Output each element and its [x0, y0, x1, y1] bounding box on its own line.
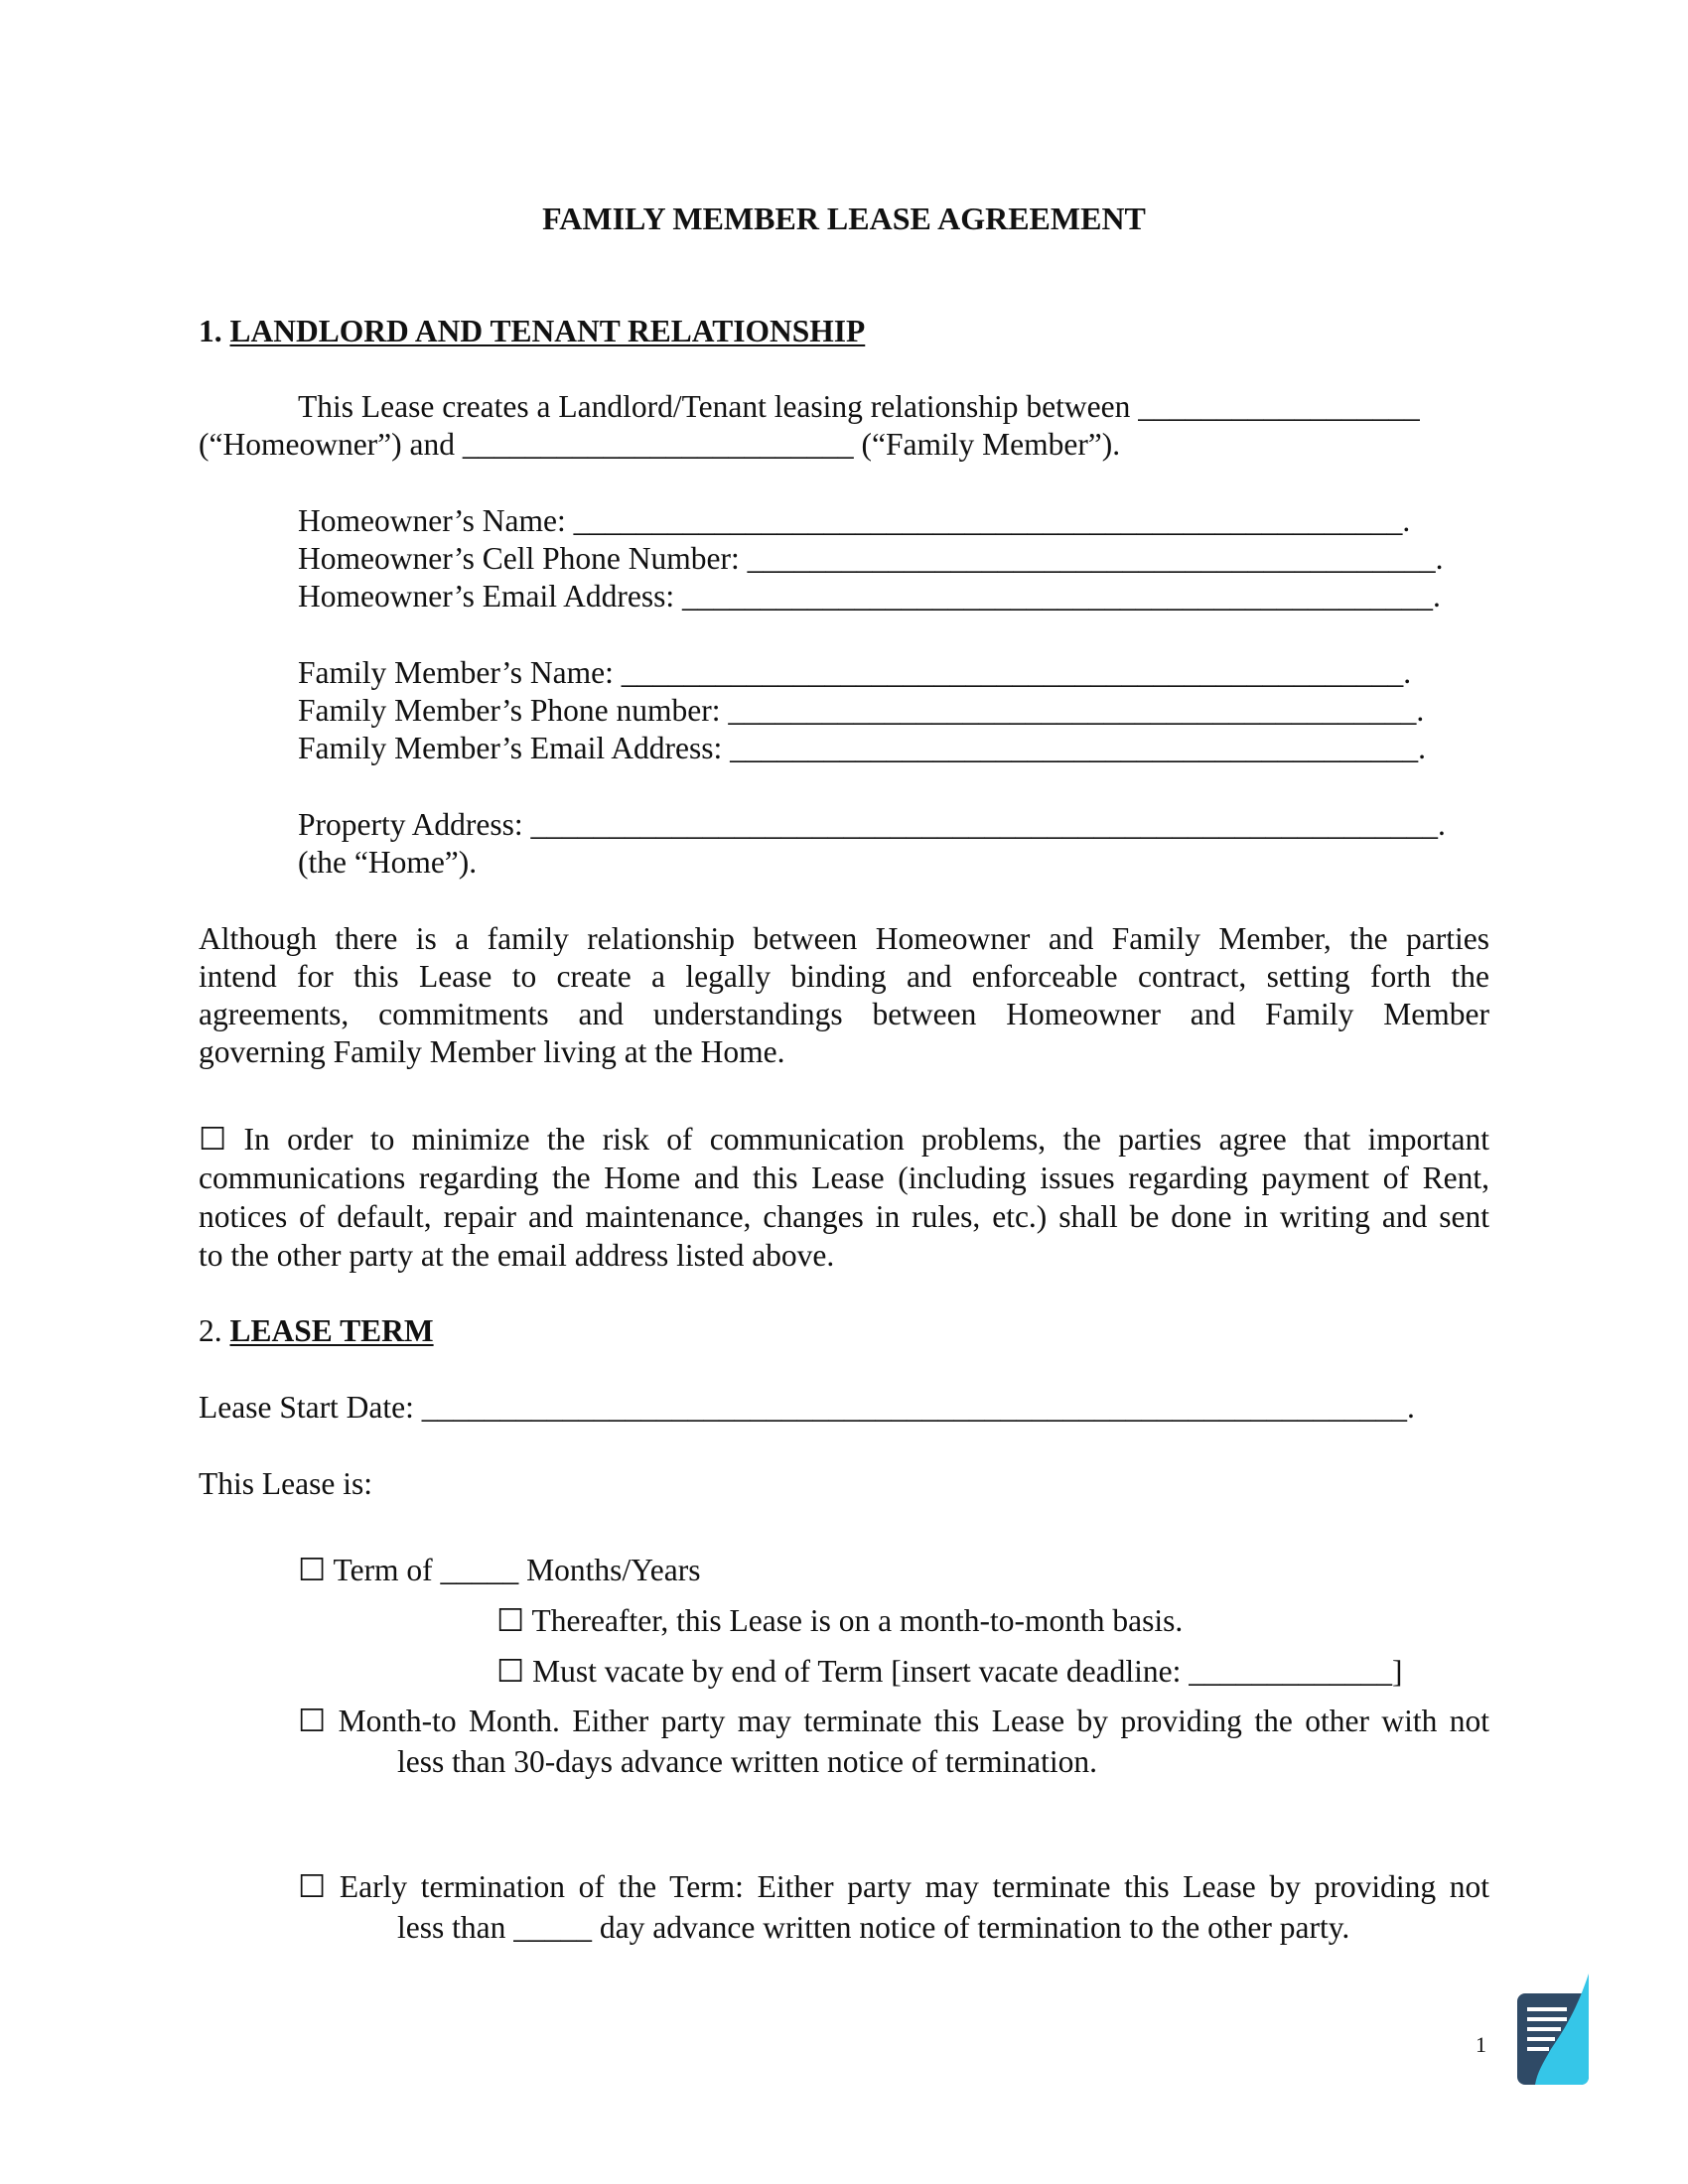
homeowner-phone-field[interactable]: Homeowner’s Cell Phone Number: ____________________________________________.	[298, 541, 1444, 576]
term-of-checkbox[interactable]: ☐ Term of _____ Months/Years	[298, 1553, 701, 1587]
the-home-label: (the “Home”).	[298, 845, 478, 880]
property-address-field[interactable]: Property Address: __________________________________________________________.	[298, 807, 1446, 842]
communication-paragraph-line: communications regarding the Home and this Lease (including issues regarding payment of Rent,	[199, 1160, 1489, 1195]
relationship-paragraph-line: agreements, commitments and understandings between Homeowner and Family Member	[199, 997, 1489, 1031]
month-to-month-line-2: less than 30-days advance written notice of termination.	[397, 1744, 1098, 1779]
section-1-heading	[199, 316, 865, 347]
page-number: 1	[1476, 2032, 1486, 2057]
family-member-name-field[interactable]: Family Member’s Name: __________________________________________________.	[298, 655, 1412, 690]
section-2-heading-text: LEASE TERM	[229, 1313, 434, 1348]
must-vacate-checkbox[interactable]: ☐ Must vacate by end of Term [insert vacate deadline: _____________]	[496, 1654, 1403, 1689]
early-termination-line-2: less than _____ day advance written notice of termination to the other party.	[397, 1910, 1350, 1945]
this-lease-is-label: This Lease is:	[199, 1466, 372, 1501]
month-to-month-checkbox[interactable]: ☐ Month-to Month. Either party may terminate this Lease by providing the other with not	[298, 1704, 1489, 1738]
communication-paragraph-line: notices of default, repair and maintenance, changes in rules, etc.) shall be done in writing and sent	[199, 1199, 1489, 1234]
thereafter-checkbox[interactable]: ☐ Thereafter, this Lease is on a month-to-month basis.	[496, 1603, 1184, 1638]
lease-start-date-field[interactable]: Lease Start Date: _______________________________________________________________.	[199, 1390, 1415, 1425]
communication-paragraph-line: to the other party at the email address listed above.	[199, 1238, 835, 1273]
intro-line-2: (“Homeowner”) and _________________________ (“Family Member”).	[199, 427, 1121, 462]
section-1-number: 1.	[199, 314, 230, 348]
early-termination-checkbox[interactable]: ☐ Early termination of the Term: Either party may terminate this Lease by providing not	[298, 1869, 1489, 1904]
relationship-paragraph-line: Although there is a family relationship between Homeowner and Family Member, the parties	[199, 921, 1489, 956]
relationship-paragraph-line: governing Family Member living at the Home.	[199, 1034, 785, 1069]
document-title: FAMILY MEMBER LEASE AGREEMENT	[542, 201, 1146, 236]
intro-line-1: This Lease creates a Landlord/Tenant leasing relationship between __________________	[298, 389, 1420, 424]
section-1-heading-text: LANDLORD AND TENANT RELATIONSHIP	[229, 314, 866, 348]
family-member-email-field[interactable]: Family Member’s Email Address: ____________________________________________.	[298, 731, 1426, 765]
homeowner-email-field[interactable]: Homeowner’s Email Address: ________________________________________________.	[298, 579, 1441, 614]
communication-checkbox-paragraph[interactable]: ☐ In order to minimize the risk of communication problems, the parties agree that important	[199, 1122, 1489, 1157]
homeowner-name-field[interactable]: Homeowner’s Name: _____________________________________________________.	[298, 503, 1411, 538]
relationship-paragraph-line: intend for this Lease to create a legally binding and enforceable contract, setting forth the	[199, 959, 1489, 994]
document-logo-icon	[1517, 1974, 1599, 2087]
section-2-number: 2.	[199, 1313, 230, 1348]
family-member-phone-field[interactable]: Family Member’s Phone number: ____________________________________________.	[298, 693, 1425, 728]
section-2-heading	[199, 1315, 434, 1347]
